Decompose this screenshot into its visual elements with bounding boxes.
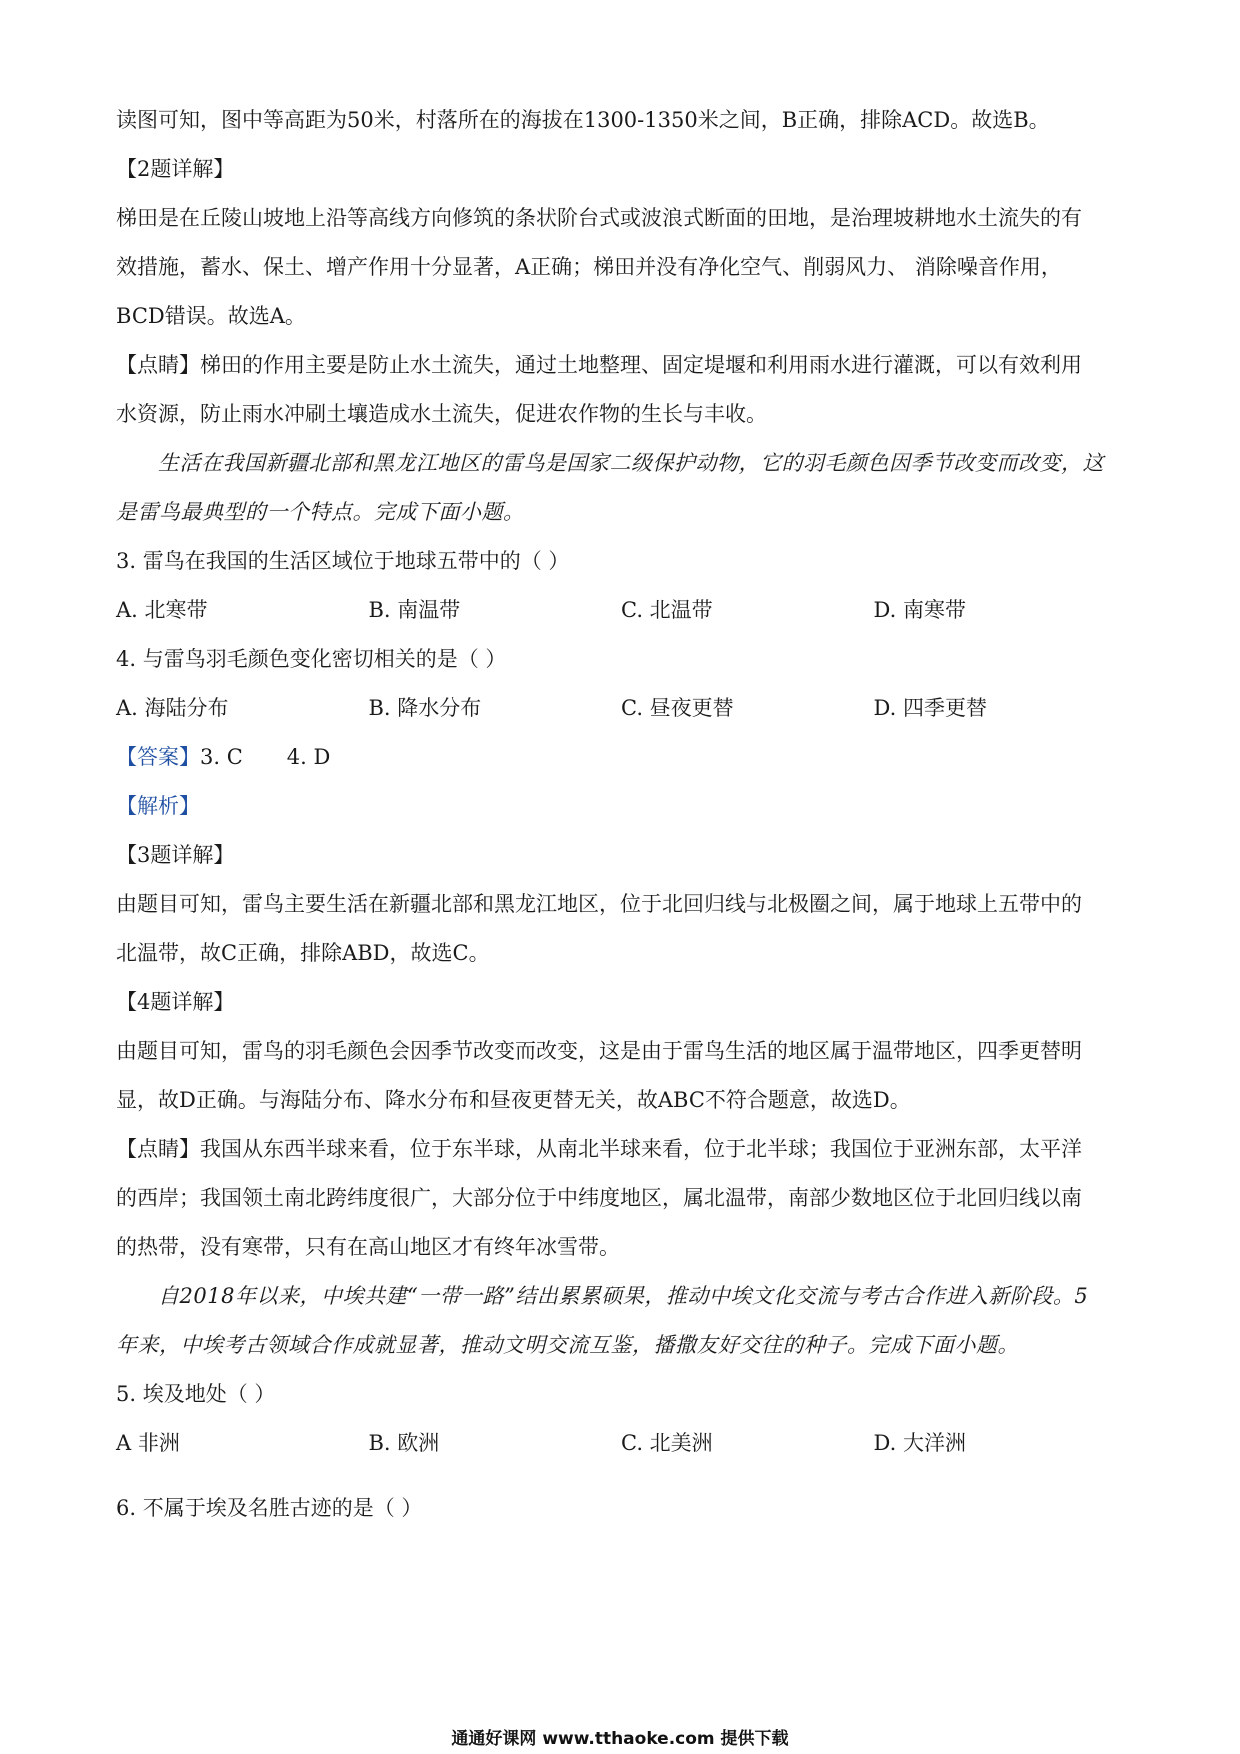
text-line: 读图可知，图中等高距为50米，村落所在的海拔在1300-1350米之间，B正确，排除ACD。故选B。 (116, 108, 1050, 132)
option: A. 北寒带 (116, 598, 208, 622)
material-line: 生活在我国新疆北部和黑龙江地区的雷鸟是国家二级保护动物，它的羽毛颜色因季节改变而改变，这 (158, 451, 1104, 475)
text-line: 效措施，蓄水、保土、增产作用十分显著，A正确；梯田并没有净化空气、削弱风力、 消除噪音作用， (116, 255, 1062, 279)
material-line: 自2018年以来，中埃共建“一带一路”结出累累硕果，推动中埃文化交流与考古合作进入新阶段。5 (158, 1284, 1089, 1308)
footer-watermark: 通通好课网 www.tthaoke.com 提供下载 (451, 1729, 789, 1749)
option: C. 北温带 (621, 598, 713, 622)
section-heading: 【2题详解】 (116, 157, 235, 181)
document-page (116, 96, 1126, 1533)
option: C. 昼夜更替 (621, 696, 734, 720)
option: A. 海陆分布 (116, 696, 229, 720)
option: B. 降水分布 (368, 696, 482, 720)
option: D. 大洋洲 (873, 1431, 966, 1455)
tip-line: 【点睛】梯田的作用主要是防止水土流失，通过土地整理、固定堤堰和利用雨水进行灌溉，可以有效利用 (116, 353, 1082, 377)
question-4: 4. 与雷鸟羽毛颜色变化密切相关的是（ ） (116, 647, 507, 671)
answer-line (116, 733, 1126, 782)
tip-line: 水资源，防止雨水冲刷土壤造成水土流失，促进农作物的生长与丰收。 (116, 402, 767, 426)
option: D. 南寒带 (873, 598, 966, 622)
text-line: 由题目可知，雷鸟的羽毛颜色会因季节改变而改变，这是由于雷鸟生活的地区属于温带地区，四季更替明 (116, 1039, 1082, 1063)
question-5-options (116, 1419, 1126, 1468)
section-heading: 【4题详解】 (116, 990, 235, 1014)
question-5: 5. 埃及地处（ ） (116, 1382, 276, 1406)
option: C. 北美洲 (621, 1431, 713, 1455)
text-line: 显，故D正确。与海陆分布、降水分布和昼夜更替无关，故ABC不符合题意，故选D。 (116, 1088, 911, 1112)
analysis-label: 【解析】 (116, 794, 200, 818)
text-line: 梯田是在丘陵山坡地上沿等高线方向修筑的条状阶台式或波浪式断面的田地，是治理坡耕地水土流失的有 (116, 206, 1082, 230)
material-line: 年来，中埃考古领域合作成就显著，推动文明交流互鉴，播撒友好交往的种子。完成下面小题。 (116, 1333, 1019, 1357)
answer-label: 【答案】 (116, 745, 200, 769)
tip-line: 【点睛】我国从东西半球来看，位于东半球，从南北半球来看，位于北半球；我国位于亚洲东部，太平洋 (116, 1137, 1082, 1161)
question-3-options (116, 586, 1126, 635)
answer-4: 4. D (286, 745, 331, 769)
question-3: 3. 雷鸟在我国的生活区域位于地球五带中的（ ） (116, 549, 570, 573)
option: A 非洲 (116, 1431, 180, 1455)
tip-line: 的西岸；我国领土南北跨纬度很广，大部分位于中纬度地区，属北温带，南部少数地区位于北回归线以南 (116, 1186, 1082, 1210)
option: B. 欧洲 (368, 1431, 440, 1455)
material-line: 是雷鸟最典型的一个特点。完成下面小题。 (116, 500, 525, 524)
tip-line: 的热带，没有寒带，只有在高山地区才有终年冰雪带。 (116, 1235, 620, 1259)
question-6: 6. 不属于埃及名胜古迹的是（ ） (116, 1496, 423, 1520)
text-line: BCD错误。故选A。 (116, 304, 306, 328)
option: B. 南温带 (368, 598, 461, 622)
text-line: 北温带，故C正确，排除ABD，故选C。 (116, 941, 490, 965)
question-4-options (116, 684, 1126, 733)
section-heading: 【3题详解】 (116, 843, 235, 867)
option: D. 四季更替 (873, 696, 987, 720)
answer-3: 3. C (200, 745, 243, 769)
text-line: 由题目可知，雷鸟主要生活在新疆北部和黑龙江地区，位于北回归线与北极圈之间，属于地球上五带中的 (116, 892, 1082, 916)
